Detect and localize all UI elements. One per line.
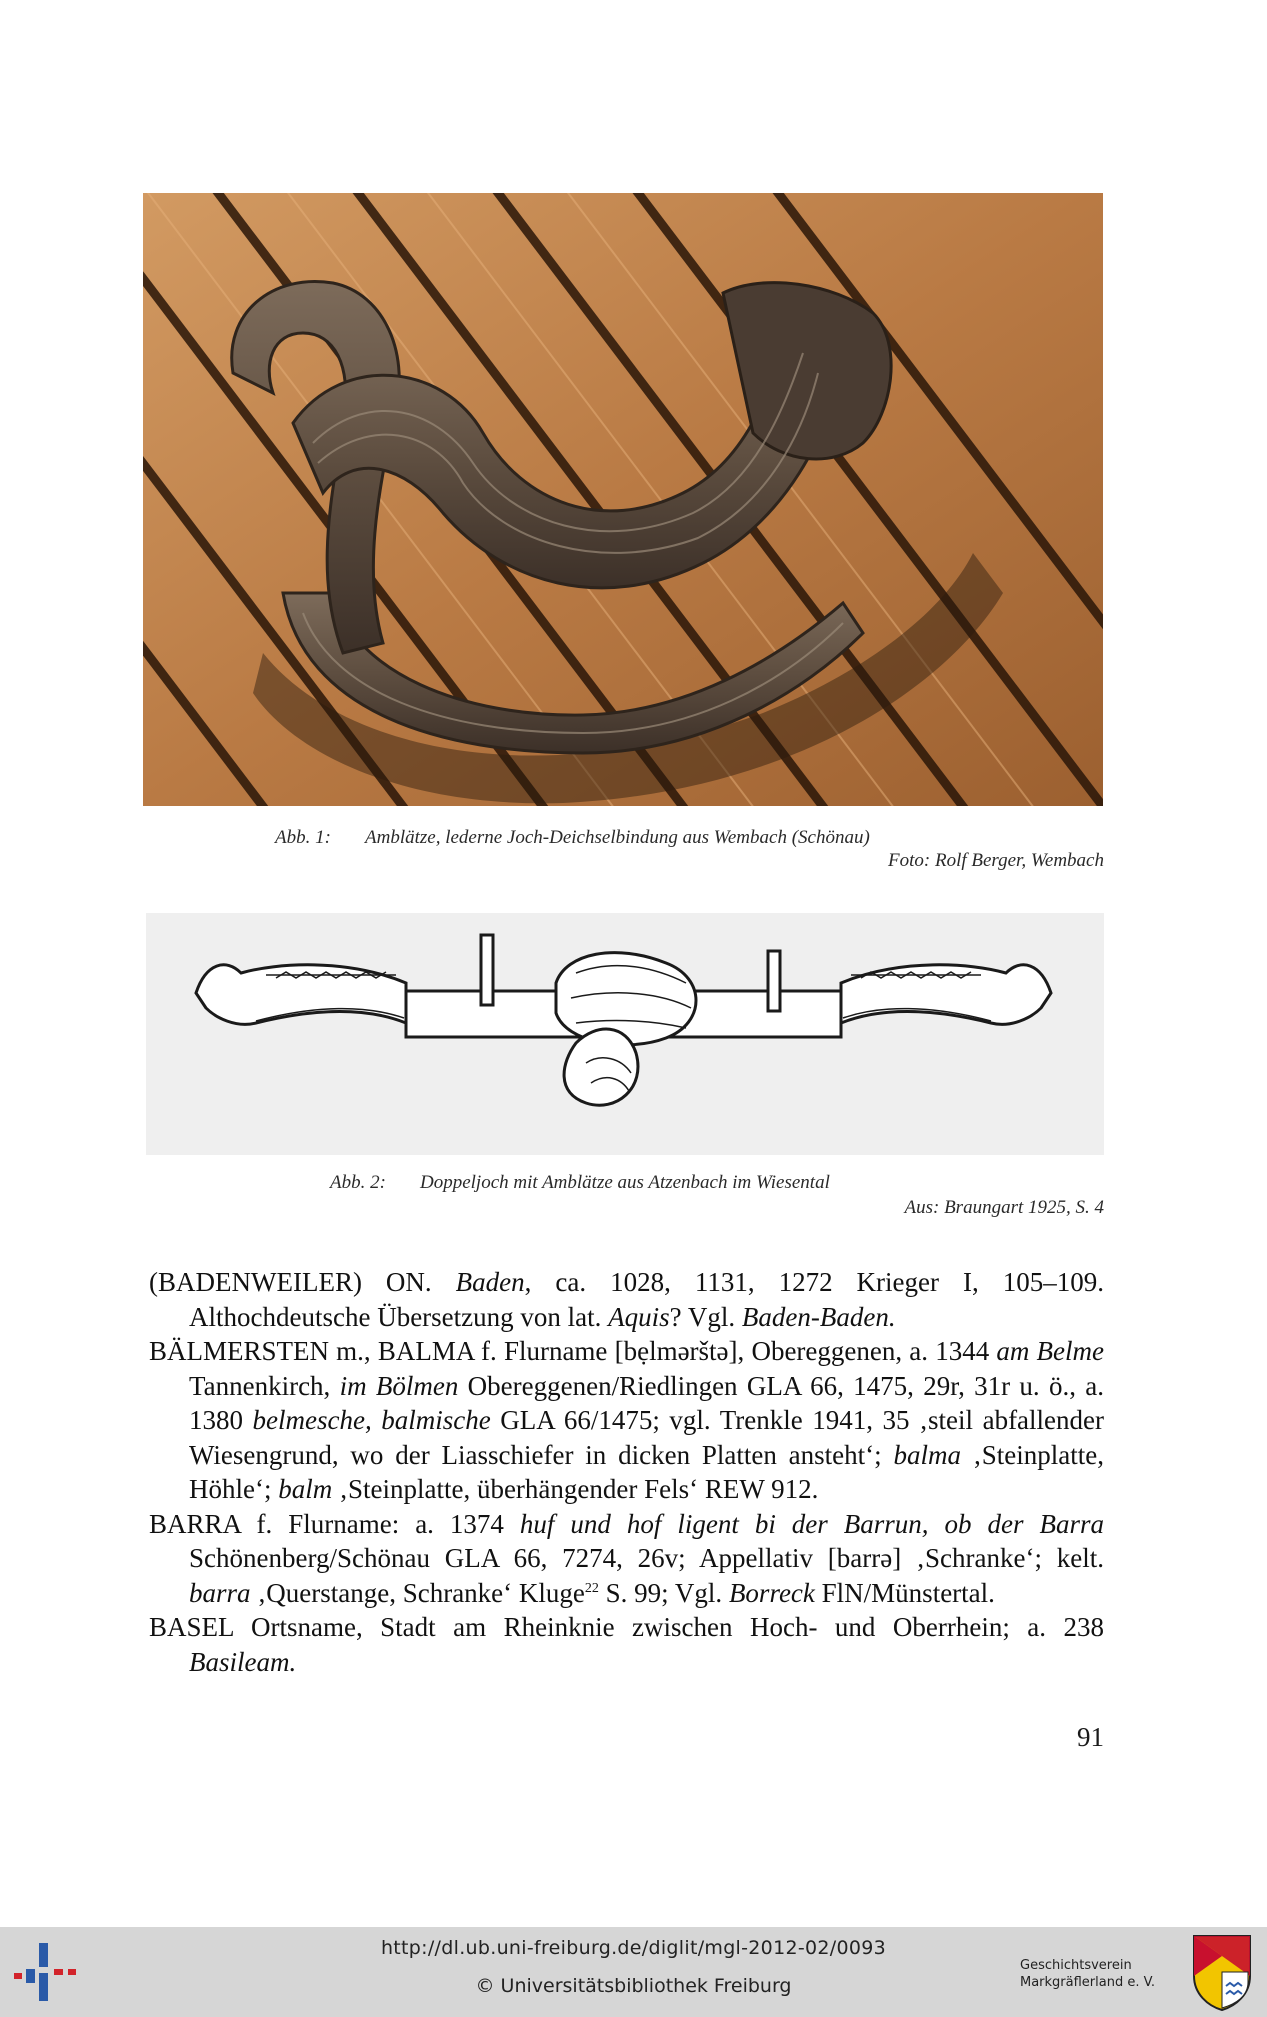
entry-text: BÄLMERSTEN m., BALMA f. Flurname [bẹlmərštə], Obereggenen, a. 1344 — [149, 1336, 997, 1366]
entry-italic: Baden-Baden. — [741, 1301, 896, 1332]
entry-text: ‚Steinplatte, überhängender Fels‘ REW 912. — [332, 1474, 819, 1504]
drawing-illustration — [146, 913, 1104, 1155]
figure-2-label: Abb. 2: — [330, 1172, 386, 1193]
photo-leather-yoke-binding — [143, 193, 1103, 806]
figure-1-label: Abb. 1: — [275, 827, 331, 848]
entry-italic: Basileam. — [189, 1646, 297, 1677]
society-crest-icon[interactable] — [1190, 1932, 1254, 2012]
entry-italic: barra — [189, 1577, 251, 1608]
figure-2-caption — [330, 1172, 830, 1194]
entry-italic: balm — [278, 1474, 333, 1504]
entry-text: Schönenberg/Schönau GLA 66, 7274, 26v; Appellativ [barrə] ‚Schranke‘; kelt. — [189, 1543, 1104, 1573]
entry-text: BASEL Ortsname, Stadt am Rheinknie zwischen Hoch- und Oberrhein; a. 238 — [149, 1612, 1104, 1642]
society-name-line2: Markgräflerland e. V. — [1020, 1975, 1155, 1990]
entry-italic: Baden — [455, 1267, 525, 1297]
figure-1-caption — [275, 827, 870, 849]
footnote-superscript: 22 — [584, 1580, 599, 1596]
figure-2-caption-text: Doppeljoch mit Amblätze aus Atzenbach im Wiesental — [420, 1172, 830, 1193]
entry-baelmersten — [149, 1334, 1104, 1507]
photo-illustration — [143, 193, 1103, 806]
entry-text: GLA 66/1475; vgl. Trenkle 1941, 35 ‚steil abfallender Wiesengrund, wo der Liasschiefer in dicken Platten ansteht‘; — [189, 1405, 1105, 1470]
entry-text: S. 99; Vgl. — [598, 1577, 729, 1608]
entry-text: Obereggenen/Riedlingen GLA 66, 1475, 29r, 31r u. ö., a. 1380 — [189, 1370, 1104, 1435]
society-name — [1020, 1957, 1155, 1991]
entry-italic: am Belme — [996, 1336, 1105, 1366]
entry-italic: belmesche, balmische — [252, 1405, 491, 1435]
society-name-line1: Geschichtsverein — [1020, 1958, 1132, 1973]
footer-url-link[interactable]: http://dl.ub.uni-freiburg.de/diglit/mgl-2012-02/0093 — [380, 1937, 887, 1959]
entry-text: , ca. 1028, 1131, 1272 Krieger I, 105–109. Althochdeutsche Übersetzung von lat. — [189, 1267, 1104, 1332]
figure-1-credit-text: Foto: Rolf Berger, Wembach — [888, 850, 1104, 871]
entry-text: Tannenkirch, — [189, 1370, 340, 1401]
figure-2-credit-text: Aus: Braungart 1925, S. 4 — [904, 1197, 1104, 1218]
footer-copyright: © Universitätsbibliothek Freiburg — [475, 1975, 792, 1997]
entry-badenweiler — [149, 1265, 1104, 1334]
entry-italic: Borreck — [728, 1577, 815, 1608]
figure-2-credit — [905, 1197, 1105, 1219]
entry-text: FlN/Münstertal. — [814, 1577, 995, 1608]
entry-italic: im Bölmen — [339, 1370, 459, 1401]
entry-text: ? Vgl. — [669, 1301, 742, 1332]
entry-text: ‚Querstange, Schranke‘ Kluge — [250, 1577, 585, 1608]
drawing-double-yoke — [146, 913, 1104, 1155]
figure-1-caption-text: Amblätze, lederne Joch-Deichselbindung aus Wembach (Schönau) — [365, 827, 870, 848]
entry-basel — [149, 1610, 1104, 1679]
figure-1-credit — [888, 850, 1104, 872]
entry-text: BARRA f. Flurname: a. 1374 — [149, 1508, 520, 1539]
footer-bar — [0, 1927, 1267, 2017]
entry-text: (BADENWEILER) ON. — [149, 1267, 456, 1297]
dictionary-entries — [149, 1265, 1104, 1679]
entry-italic: Aquis — [608, 1301, 670, 1332]
entry-barra — [149, 1507, 1104, 1611]
entry-italic: balma — [893, 1439, 961, 1470]
page-number: 91 — [1077, 1722, 1104, 1752]
entry-text: ‚Steinplatte, Höhle‘; — [189, 1439, 1104, 1504]
entry-italic: huf und hof ligent bi der Barrun, ob der Barra — [519, 1508, 1104, 1539]
